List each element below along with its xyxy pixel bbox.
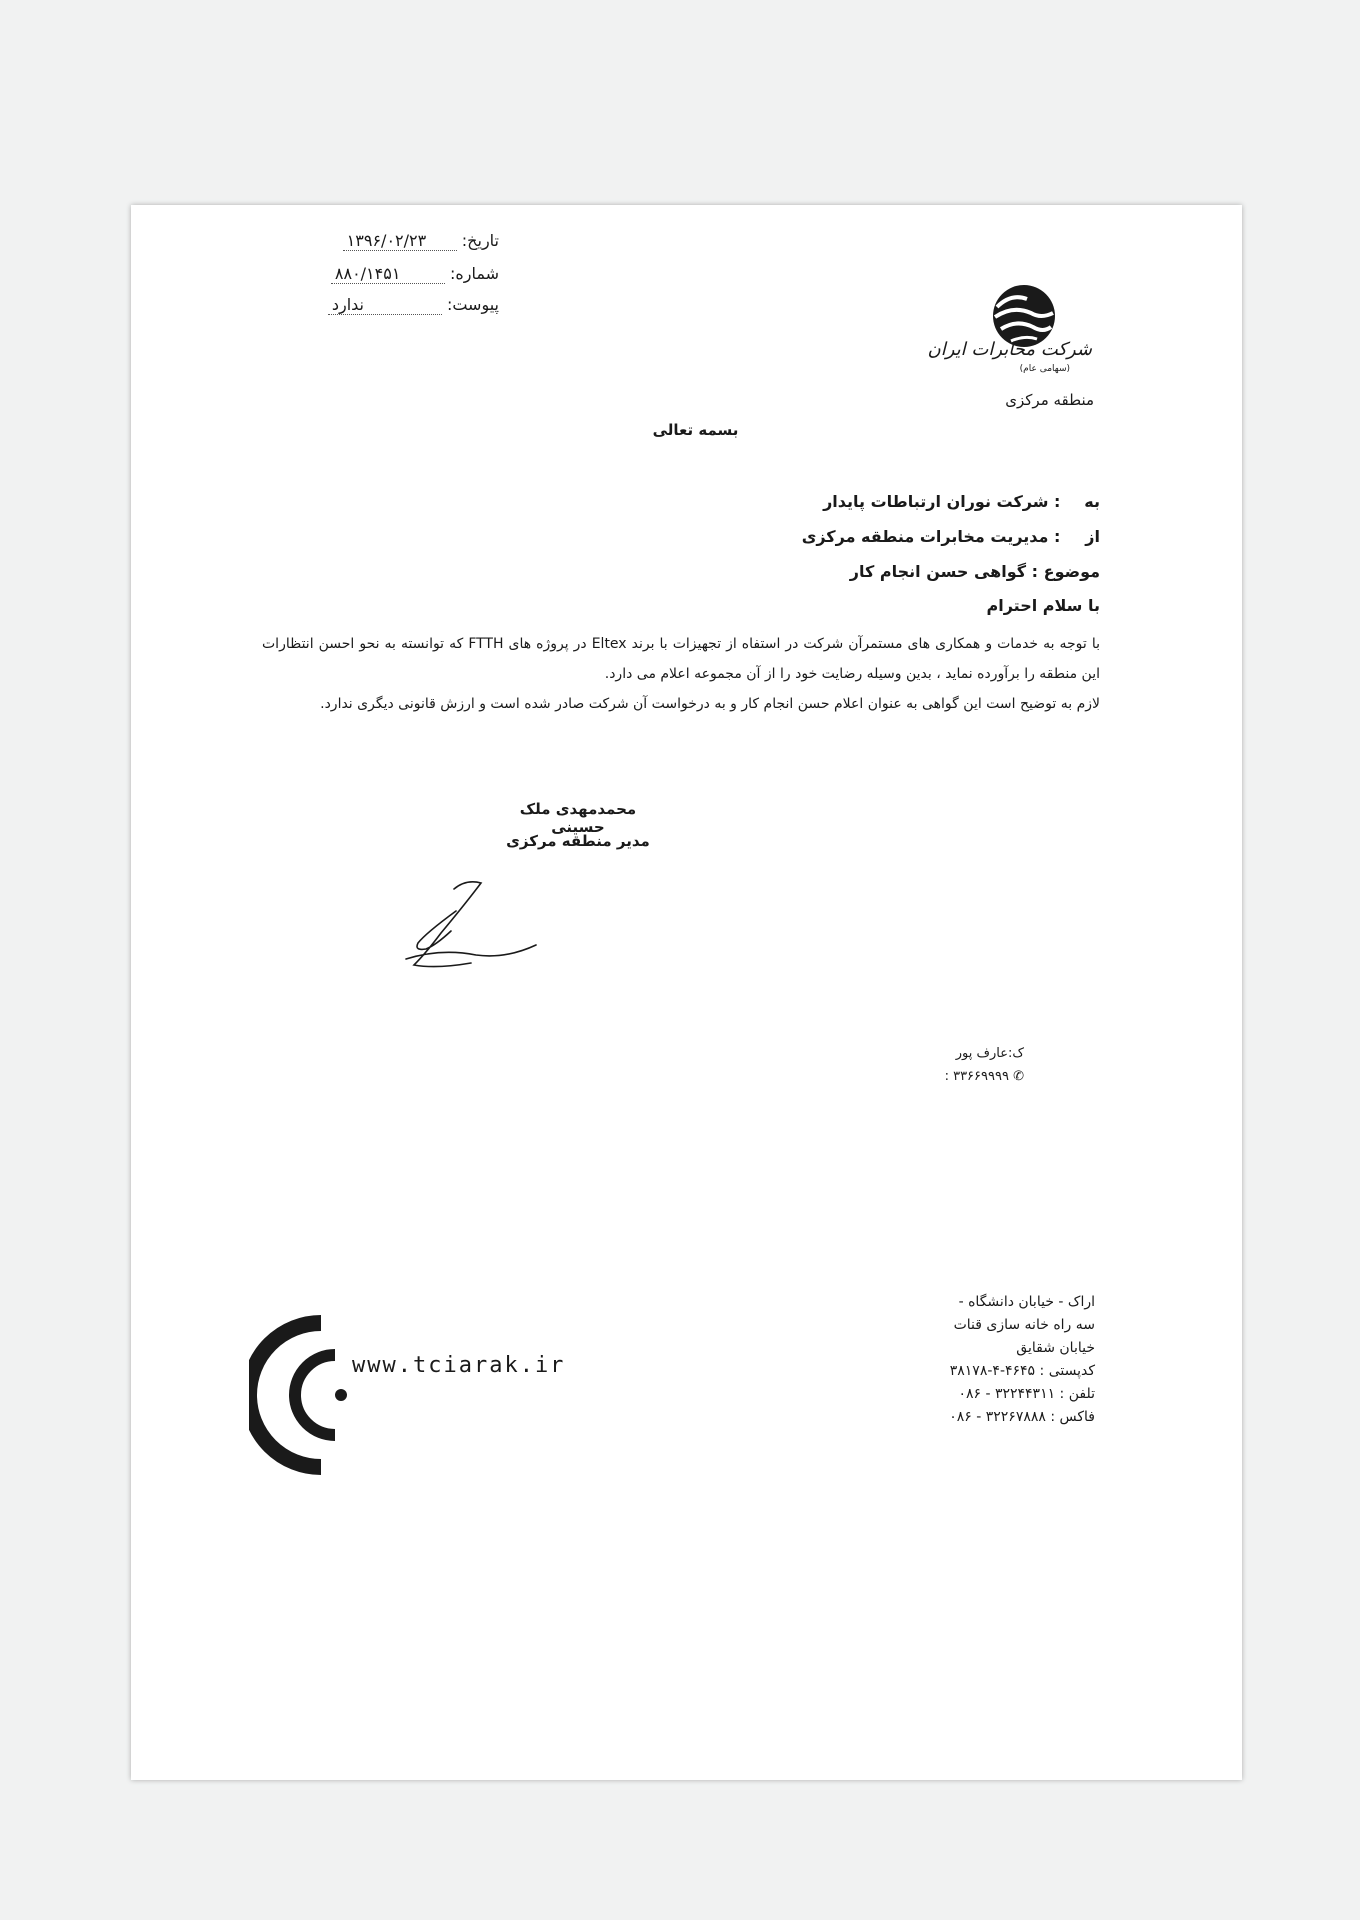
- date-label: تاریخ:: [461, 231, 499, 250]
- letter-body: [262, 629, 1100, 719]
- letter-sheet: [131, 205, 1242, 1780]
- org-name: شرکت مخابرات ایران: [927, 339, 1092, 360]
- postal-code: کدپستی : ۴۶۴۵-۴-۳۸۱۷۸: [949, 1363, 1095, 1379]
- to-key: به: [1084, 492, 1100, 511]
- region-name: منطقه مرکزی: [1005, 391, 1094, 409]
- address-line-3: خیابان شقایق: [1016, 1340, 1095, 1356]
- handwritten-signature: [396, 873, 541, 978]
- author-name: ک:عارف پور: [955, 1046, 1024, 1061]
- attachment-line: [254, 295, 499, 321]
- attachment-label: پیوست:: [446, 295, 499, 314]
- subject-key: موضوع: [1043, 562, 1100, 581]
- phone-icon: ✆: [1013, 1069, 1024, 1084]
- subject-line: [850, 562, 1100, 581]
- from-key: از: [1085, 527, 1100, 546]
- address-line-1: اراک - خیابان دانشگاه -: [958, 1294, 1095, 1310]
- greeting: با سلام احترام: [986, 596, 1100, 615]
- signatory-title: مدیر منطقه مرکزی: [506, 832, 650, 850]
- number-value: ۸۸۰/۱۴۵۱: [331, 264, 445, 284]
- phone-number: تلفن : ۳۲۲۴۴۳۱۱ - ۰۸۶: [958, 1386, 1095, 1402]
- fax-number: فاکس : ۳۲۲۶۷۸۸۸ - ۰۸۶: [949, 1409, 1095, 1425]
- to-line: [823, 492, 1100, 511]
- author-phone-line: [945, 1069, 1024, 1084]
- attachment-value: ندارد: [328, 295, 442, 315]
- date-line: [254, 231, 499, 257]
- from-line: [802, 527, 1100, 546]
- bismillah: بسمه تعالی: [652, 421, 739, 439]
- website-link[interactable]: www.tciarak.ir: [352, 1353, 566, 1378]
- subject-value: : گواهی حسن انجام کار: [849, 562, 1039, 581]
- address-line-2: سه راه خانه سازی قنات: [953, 1317, 1095, 1333]
- footer-address: [875, 1291, 1095, 1429]
- from-value: : مدیریت مخابرات منطقه مرکزی: [801, 527, 1061, 546]
- org-subtitle: (سهامی عام): [1019, 364, 1070, 374]
- number-label: شماره:: [449, 264, 499, 283]
- to-value: : شرکت نوران ارتباطات پایدار: [823, 492, 1061, 511]
- number-line: [254, 264, 499, 290]
- author-phone: ۳۳۶۶۹۹۹۹ :: [944, 1069, 1009, 1084]
- body-paragraph-2: لازم به توضیح است این گواهی به عنوان اعلام حسن انجام کار و به درخواست آن شرکت صادر شده است و ارزش قانونی دیگری ندارد.: [320, 696, 1100, 712]
- date-value: ۱۳۹۶/۰۲/۲۳: [343, 231, 457, 251]
- signatory-name: محمدمهدی ملک حسینی: [519, 800, 637, 836]
- body-paragraph-1: با توجه به خدمات و همکاری های مستمرآن شرکت در استفاه از تجهیزات با برند Eltex در پروژه های FTTH که توانسته به نحو احسن انتظارات این منطقه را برآورده نماید ، بدین وسیله رضایت خود را از آن مجموعه اعلام می دارد.: [262, 636, 1100, 682]
- tciarak-logo-icon: [249, 1315, 369, 1475]
